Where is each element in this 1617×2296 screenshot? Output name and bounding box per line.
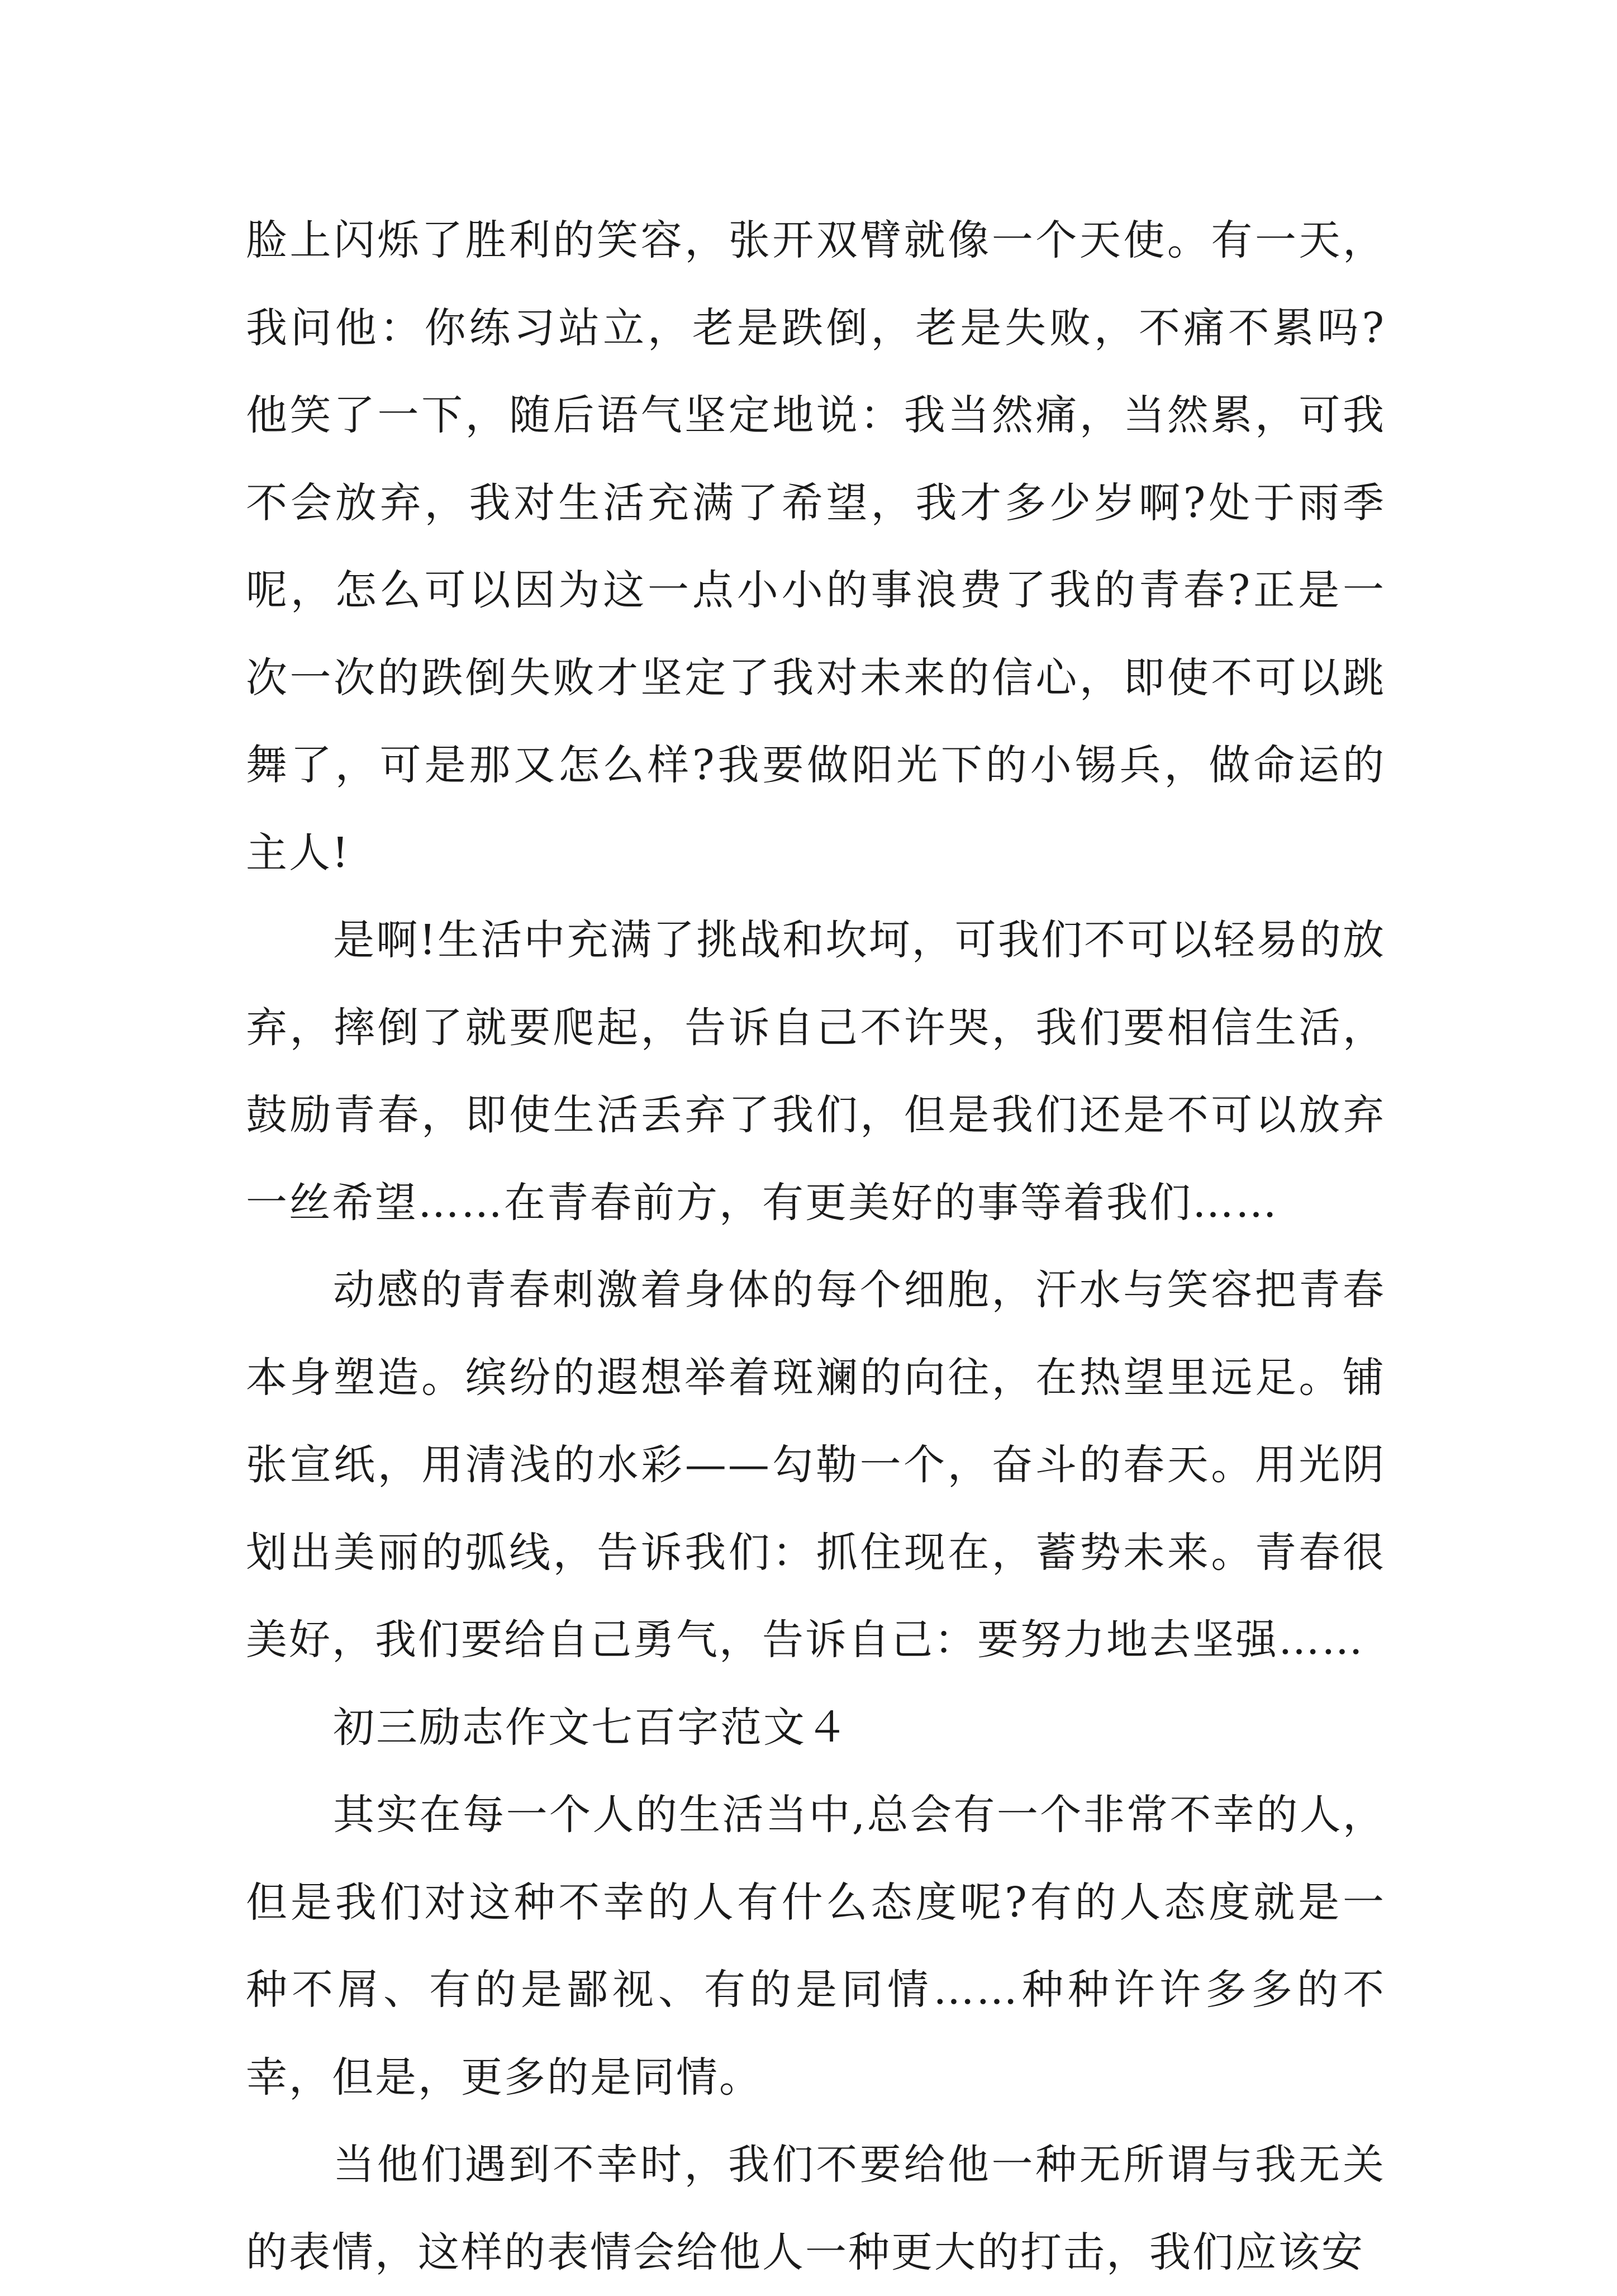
paragraph: 是啊!生活中充满了挑战和坎坷，可我们不可以轻易的放弃，摔倒了就要爬起，告诉自己不许哭，我们要相信生活，鼓励青春，即使生活丢弃了我们，但是我们还是不可以放弃一丝希望……在青春前方，有更美好的事等着我们…… [246,916,1386,1227]
paragraph-continued: 脸上闪烁了胜利的笑容，张开双臂就像一个天使。有一天，我问他：你练习站立，老是跌倒，老是失败，不痛不累吗?他笑了一下，随后语气坚定地说：我当然痛，当然累，可我不会放弃，我对生活充满了希望，我才多少岁啊?处于雨季呢，怎么可以因为这一点小小的事浪费了我的青春?正是一次一次的跌倒失败才坚定了我对未来的信心，即使不可以跳舞了，可是那又怎么样?我要做阳光下的小锡兵，做命运的主人! [246,216,1386,877]
paragraph: 动感的青春刺激着身体的每个细胞，汗水与笑容把青春本身塑造。缤纷的遐想举着斑斓的向往，在热望里远足。铺张宣纸，用清浅的水彩——勾勒一个，奋斗的春天。用光阴划出美丽的弧线，告诉我们：抓住现在，蓄势未来。青春很美好，我们要给自己勇气，告诉自己：要努力地去坚强…… [246,1266,1386,1664]
document-body [246,197,1386,2296]
section-heading: 初三励志作文七百字范文４ [333,1703,849,1752]
paragraph: 当他们遇到不幸时，我们不要给他一种无所谓与我无关的表情，这样的表情会给他人一种更大的打击，我们应该安 [246,2141,1386,2276]
paragraph: 其实在每一个人的生活当中,总会有一个非常不幸的人，但是我们对这种不幸的人有什么态度呢?有的人态度就是一种不屑、有的是鄙视、有的是同情……种种许许多多的不幸，但是，更多的是同情。 [246,1791,1386,2101]
